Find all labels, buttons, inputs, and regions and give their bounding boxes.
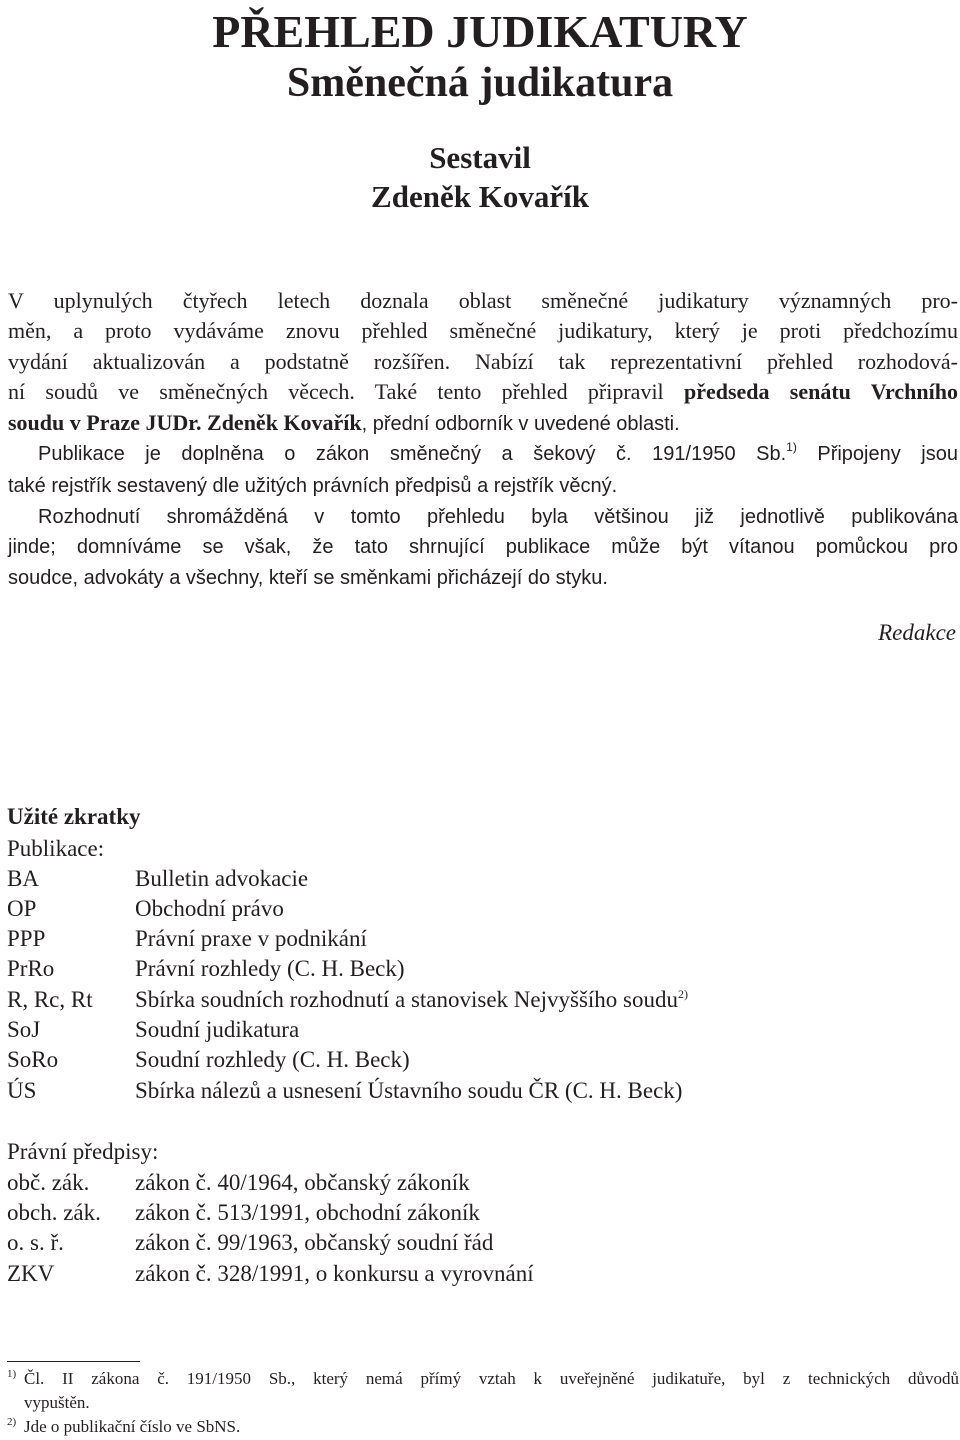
abbreviation-desc: Obchodní právo [135, 896, 284, 921]
law-desc: zákon č. 513/1991, obchodní zákoník [135, 1200, 480, 1225]
intro-text-run: Rozhodnutí shromážděná v tomto přehledu byla většinou již jednotlivě publikována [38, 505, 958, 528]
abbreviation-desc: Soudní judikatura [135, 1017, 300, 1042]
abbreviation-code: R, Rc, Rt [7, 987, 93, 1012]
signature: Redakce [878, 620, 956, 645]
abbreviation-desc: Sbírka nálezů a usnesení Ústavního soudu ČR (C. H. Beck) [135, 1078, 683, 1103]
footnote-text: Jde o publikační číslo ve SbNS. [24, 1417, 241, 1436]
abbreviation-code: PPP [7, 926, 46, 951]
intro-line: V uplynulých čtyřech letech doznala oblast směnečné judikatury významných pro- [8, 288, 958, 313]
intro-line [8, 408, 958, 439]
intro-text-run: Připojeny jsou [796, 443, 958, 466]
intro-line [8, 439, 958, 471]
laws-label: Právní předpisy: [7, 1139, 159, 1164]
abbreviation-desc: Soudní rozhledy (C. H. Beck) [135, 1047, 410, 1072]
intro-text-run: ní soudů ve směnečných věcech. Také tento přehled připravil [8, 379, 684, 405]
law-desc: zákon č. 328/1991, o konkursu a vyrovnání [135, 1261, 534, 1286]
intro-line [8, 502, 958, 532]
footnote-ref: 1) [786, 440, 797, 455]
abbreviation-code: PrRo [7, 956, 55, 981]
intro-text [8, 286, 958, 593]
publications-label: Publikace: [7, 836, 105, 861]
intro-text-run: , přední odborník v uvedené oblasti. [361, 412, 680, 435]
footnote-number: 2) [7, 1416, 17, 1428]
abbreviations-heading: Užité zkratky [7, 804, 141, 829]
abbreviation-code: OP [7, 896, 37, 921]
abbreviation-code: SoJ [7, 1017, 41, 1042]
intro-bold-run: soudu v Praze JUDr. Zdeněk Kovařík [8, 409, 362, 435]
footnote-divider [7, 1361, 140, 1362]
author-name: Zdeněk Kovařík [371, 179, 589, 214]
footnote-text: Čl. II zákona č. 191/1950 Sb., který nemá přímý vztah k uveřejněné judikatuře, byl z technických důvodů [24, 1369, 959, 1388]
abbreviation-desc: Právní rozhledy (C. H. Beck) [135, 956, 405, 981]
abbreviation-desc: Právní praxe v podnikání [135, 926, 367, 951]
law-code: ZKV [7, 1261, 55, 1286]
intro-bold-run: předseda senátu Vrchního [683, 379, 958, 405]
intro-line: vydání aktualizován a podstatně rozšířen. Nabízí tak reprezentativní přehled rozhodová- [8, 348, 958, 374]
law-desc: zákon č. 40/1964, občanský zákoník [135, 1170, 470, 1195]
footnote-ref: 2) [678, 987, 689, 1001]
law-code: obč. zák. [7, 1170, 90, 1195]
page-title: PŘEHLED JUDIKATURY [212, 6, 748, 57]
intro-line: jinde; domníváme se však, že tato shrnující publikace může být vítanou pomůckou pro [8, 536, 958, 559]
intro-line: měn, a proto vydáváme znovu přehled směnečné judikatury, který je proti předchozímu [8, 318, 958, 344]
abbreviation-code: SoRo [7, 1047, 59, 1072]
abbreviation-desc: Bulletin advokacie [135, 866, 309, 891]
compiled-by-label: Sestavil [429, 140, 531, 175]
abbreviation-code: BA [7, 866, 39, 891]
law-desc: zákon č. 99/1963, občanský soudní řád [135, 1230, 494, 1255]
footnote-text: vypuštěn. [24, 1393, 90, 1412]
abbreviation-code: ÚS [7, 1078, 37, 1103]
intro-line: soudce, advokáty a všechny, kteří se směnkami přicházejí do styku. [8, 566, 608, 589]
intro-line: také rejstřík sestavený dle užitých právních předpisů a rejstřík věcný. [8, 475, 618, 498]
page-subtitle: Směnečná judikatura [286, 60, 674, 106]
abbreviation-desc [135, 987, 688, 1013]
intro-line [8, 377, 958, 407]
law-code: o. s. ř. [7, 1230, 64, 1255]
footnote-number: 1) [7, 1368, 17, 1380]
law-code: obch. zák. [7, 1200, 101, 1225]
intro-text-run: Publikace je doplněna o zákon směnečný a šekový č. 191/1950 Sb. [38, 443, 787, 466]
abbreviation-desc-text: Sbírka soudních rozhodnutí a stanovisek Nejvyššího soudu [135, 987, 679, 1012]
